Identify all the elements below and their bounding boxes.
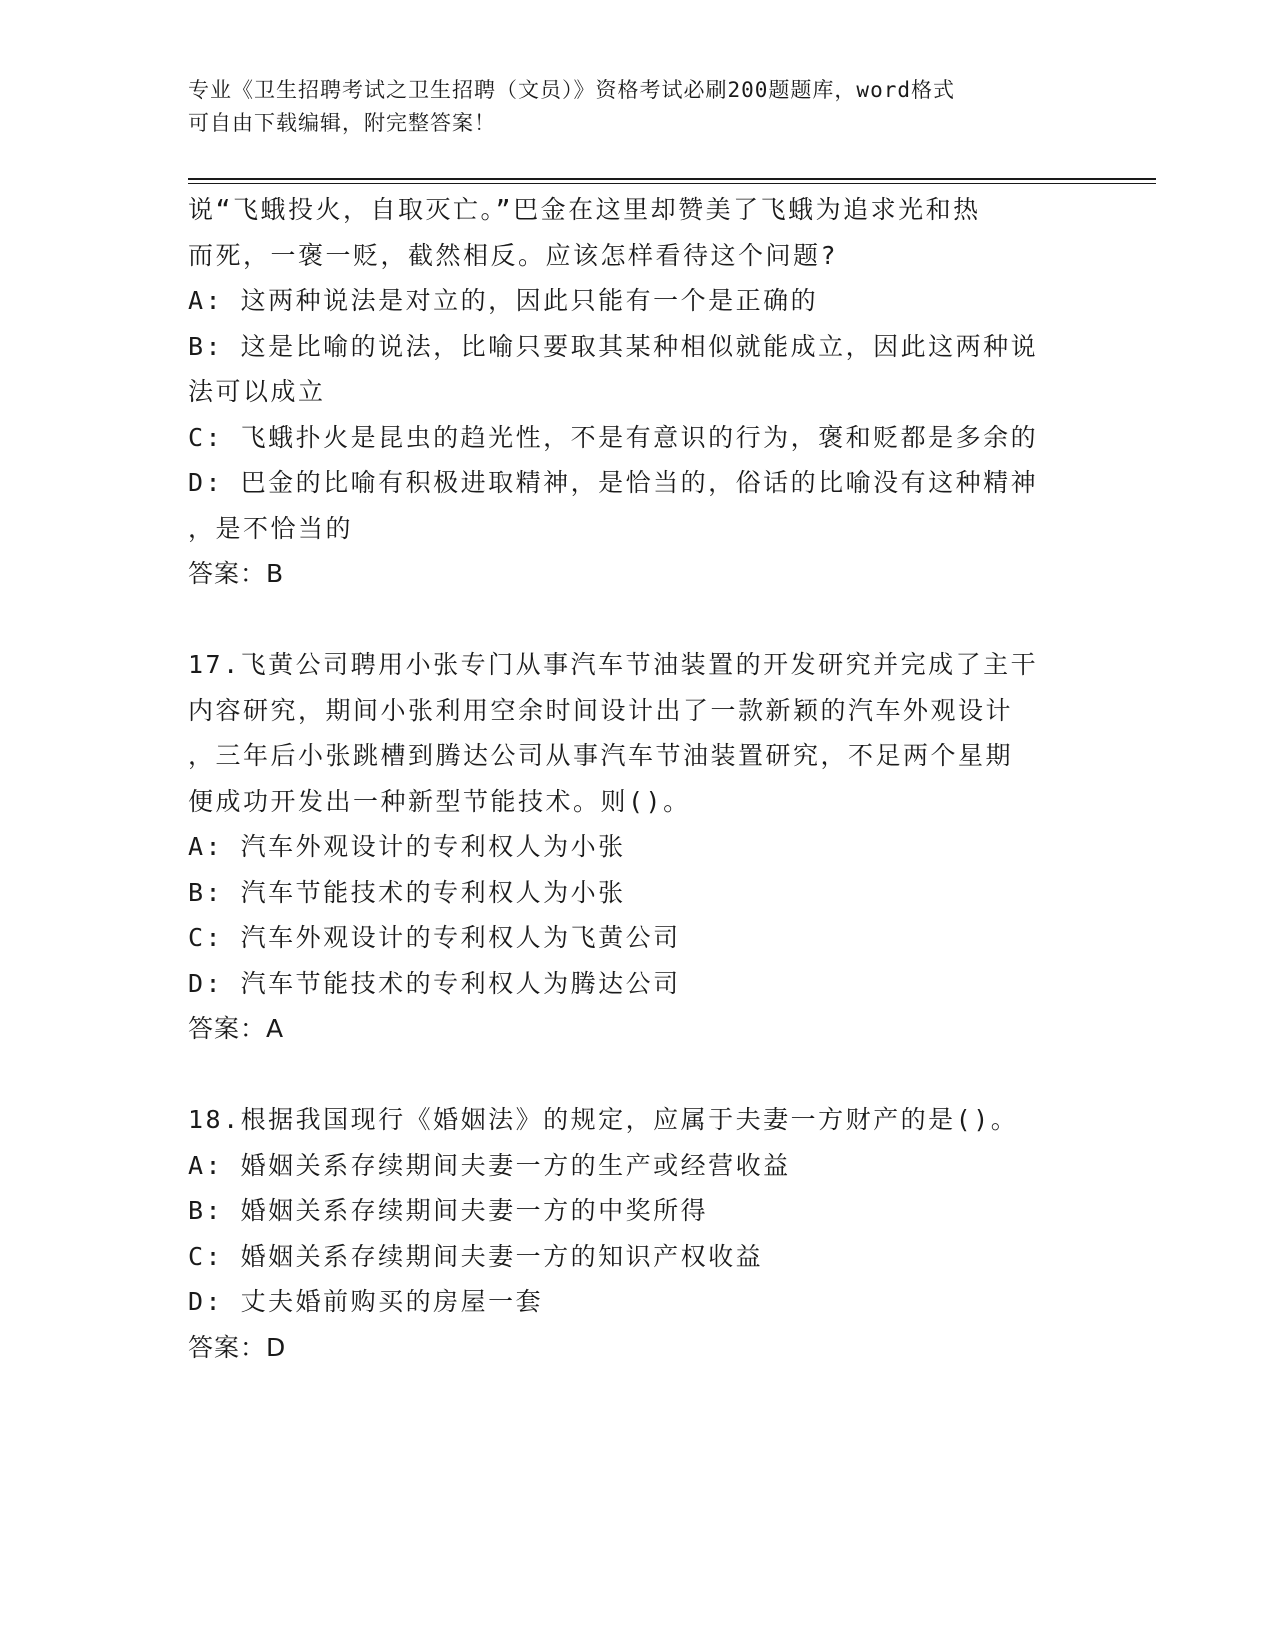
question-16-option-a: A: 这两种说法是对立的，因此只能有一个是正确的 — [188, 286, 819, 315]
question-16-option-b-line-1: B: 这是比喻的说法，比喻只要取其某种相似就能成立，因此这两种说 — [188, 331, 1039, 361]
question-17-answer: 答案：A — [188, 1014, 285, 1043]
question-18 — [188, 1097, 1088, 1370]
question-18-option-b: B: 婚姻关系存续期间夫妻一方的中奖所得 — [188, 1196, 709, 1225]
question-17-option-c: C: 汽车外观设计的专利权人为飞黄公司 — [188, 923, 681, 952]
question-18-option-a: A: 婚姻关系存续期间夫妻一方的生产或经营收益 — [188, 1150, 791, 1180]
question-18-answer: 答案：D — [188, 1332, 287, 1362]
question-16-answer: 答案：B — [188, 559, 285, 588]
question-18-stem: 18.根据我国现行《婚姻法》的规定，应属于夫妻一方财产的是()。 — [188, 1105, 1019, 1134]
question-16-option-b-line-2: 法可以成立 — [188, 377, 326, 406]
question-17-stem-line-4: 便成功开发出一种新型节能技术。则()。 — [188, 786, 691, 816]
question-16-option-d-line-1: D: 巴金的比喻有积极进取精神，是恰当的，俗话的比喻没有这种精神 — [188, 468, 1039, 497]
question-17-option-a: A: 汽车外观设计的专利权人为小张 — [188, 832, 626, 861]
question-16-option-d-line-2: ，是不恰当的 — [188, 513, 354, 543]
header-divider-thick — [188, 178, 1156, 180]
question-gap — [188, 597, 1088, 643]
header-line-1: 专业《卫生招聘考试之卫生招聘（文员）》资格考试必刷200题题库，word格式 — [188, 78, 955, 102]
question-17-option-b: B: 汽车节能技术的专利权人为小张 — [188, 877, 626, 907]
page-header — [188, 74, 1068, 140]
question-16 — [188, 187, 1088, 597]
header-divider-thin — [188, 183, 1156, 184]
question-18-option-c: C: 婚姻关系存续期间夫妻一方的知识产权收益 — [188, 1241, 764, 1271]
question-17-stem-line-1: 17.飞黄公司聘用小张专门从事汽车节油装置的开发研究并完成了主干 — [188, 650, 1039, 679]
question-gap — [188, 1052, 1088, 1098]
question-17-stem-line-3: ，三年后小张跳槽到腾达公司从事汽车节油装置研究，不足两个星期 — [188, 741, 1014, 770]
question-body — [188, 187, 1088, 1370]
header-line-2: 可自由下载编辑，附完整答案！ — [188, 111, 496, 135]
question-17-option-d: D: 汽车节能技术的专利权人为腾达公司 — [188, 968, 681, 998]
question-17 — [188, 642, 1088, 1052]
question-16-stem-line-2: 而死，一褒一贬，截然相反。应该怎样看待这个问题? — [188, 240, 839, 270]
question-16-option-c: C: 飞蛾扑火是昆虫的趋光性，不是有意识的行为，褒和贬都是多余的 — [188, 422, 1039, 452]
question-17-stem-line-2: 内容研究，期间小张利用空余时间设计出了一款新颖的汽车外观设计 — [188, 695, 1014, 725]
question-18-option-d: D: 丈夫婚前购买的房屋一套 — [188, 1287, 544, 1316]
question-16-stem-line-1: 说“飞蛾投火，自取灭亡。”巴金在这里却赞美了飞蛾为追求光和热 — [188, 195, 981, 224]
